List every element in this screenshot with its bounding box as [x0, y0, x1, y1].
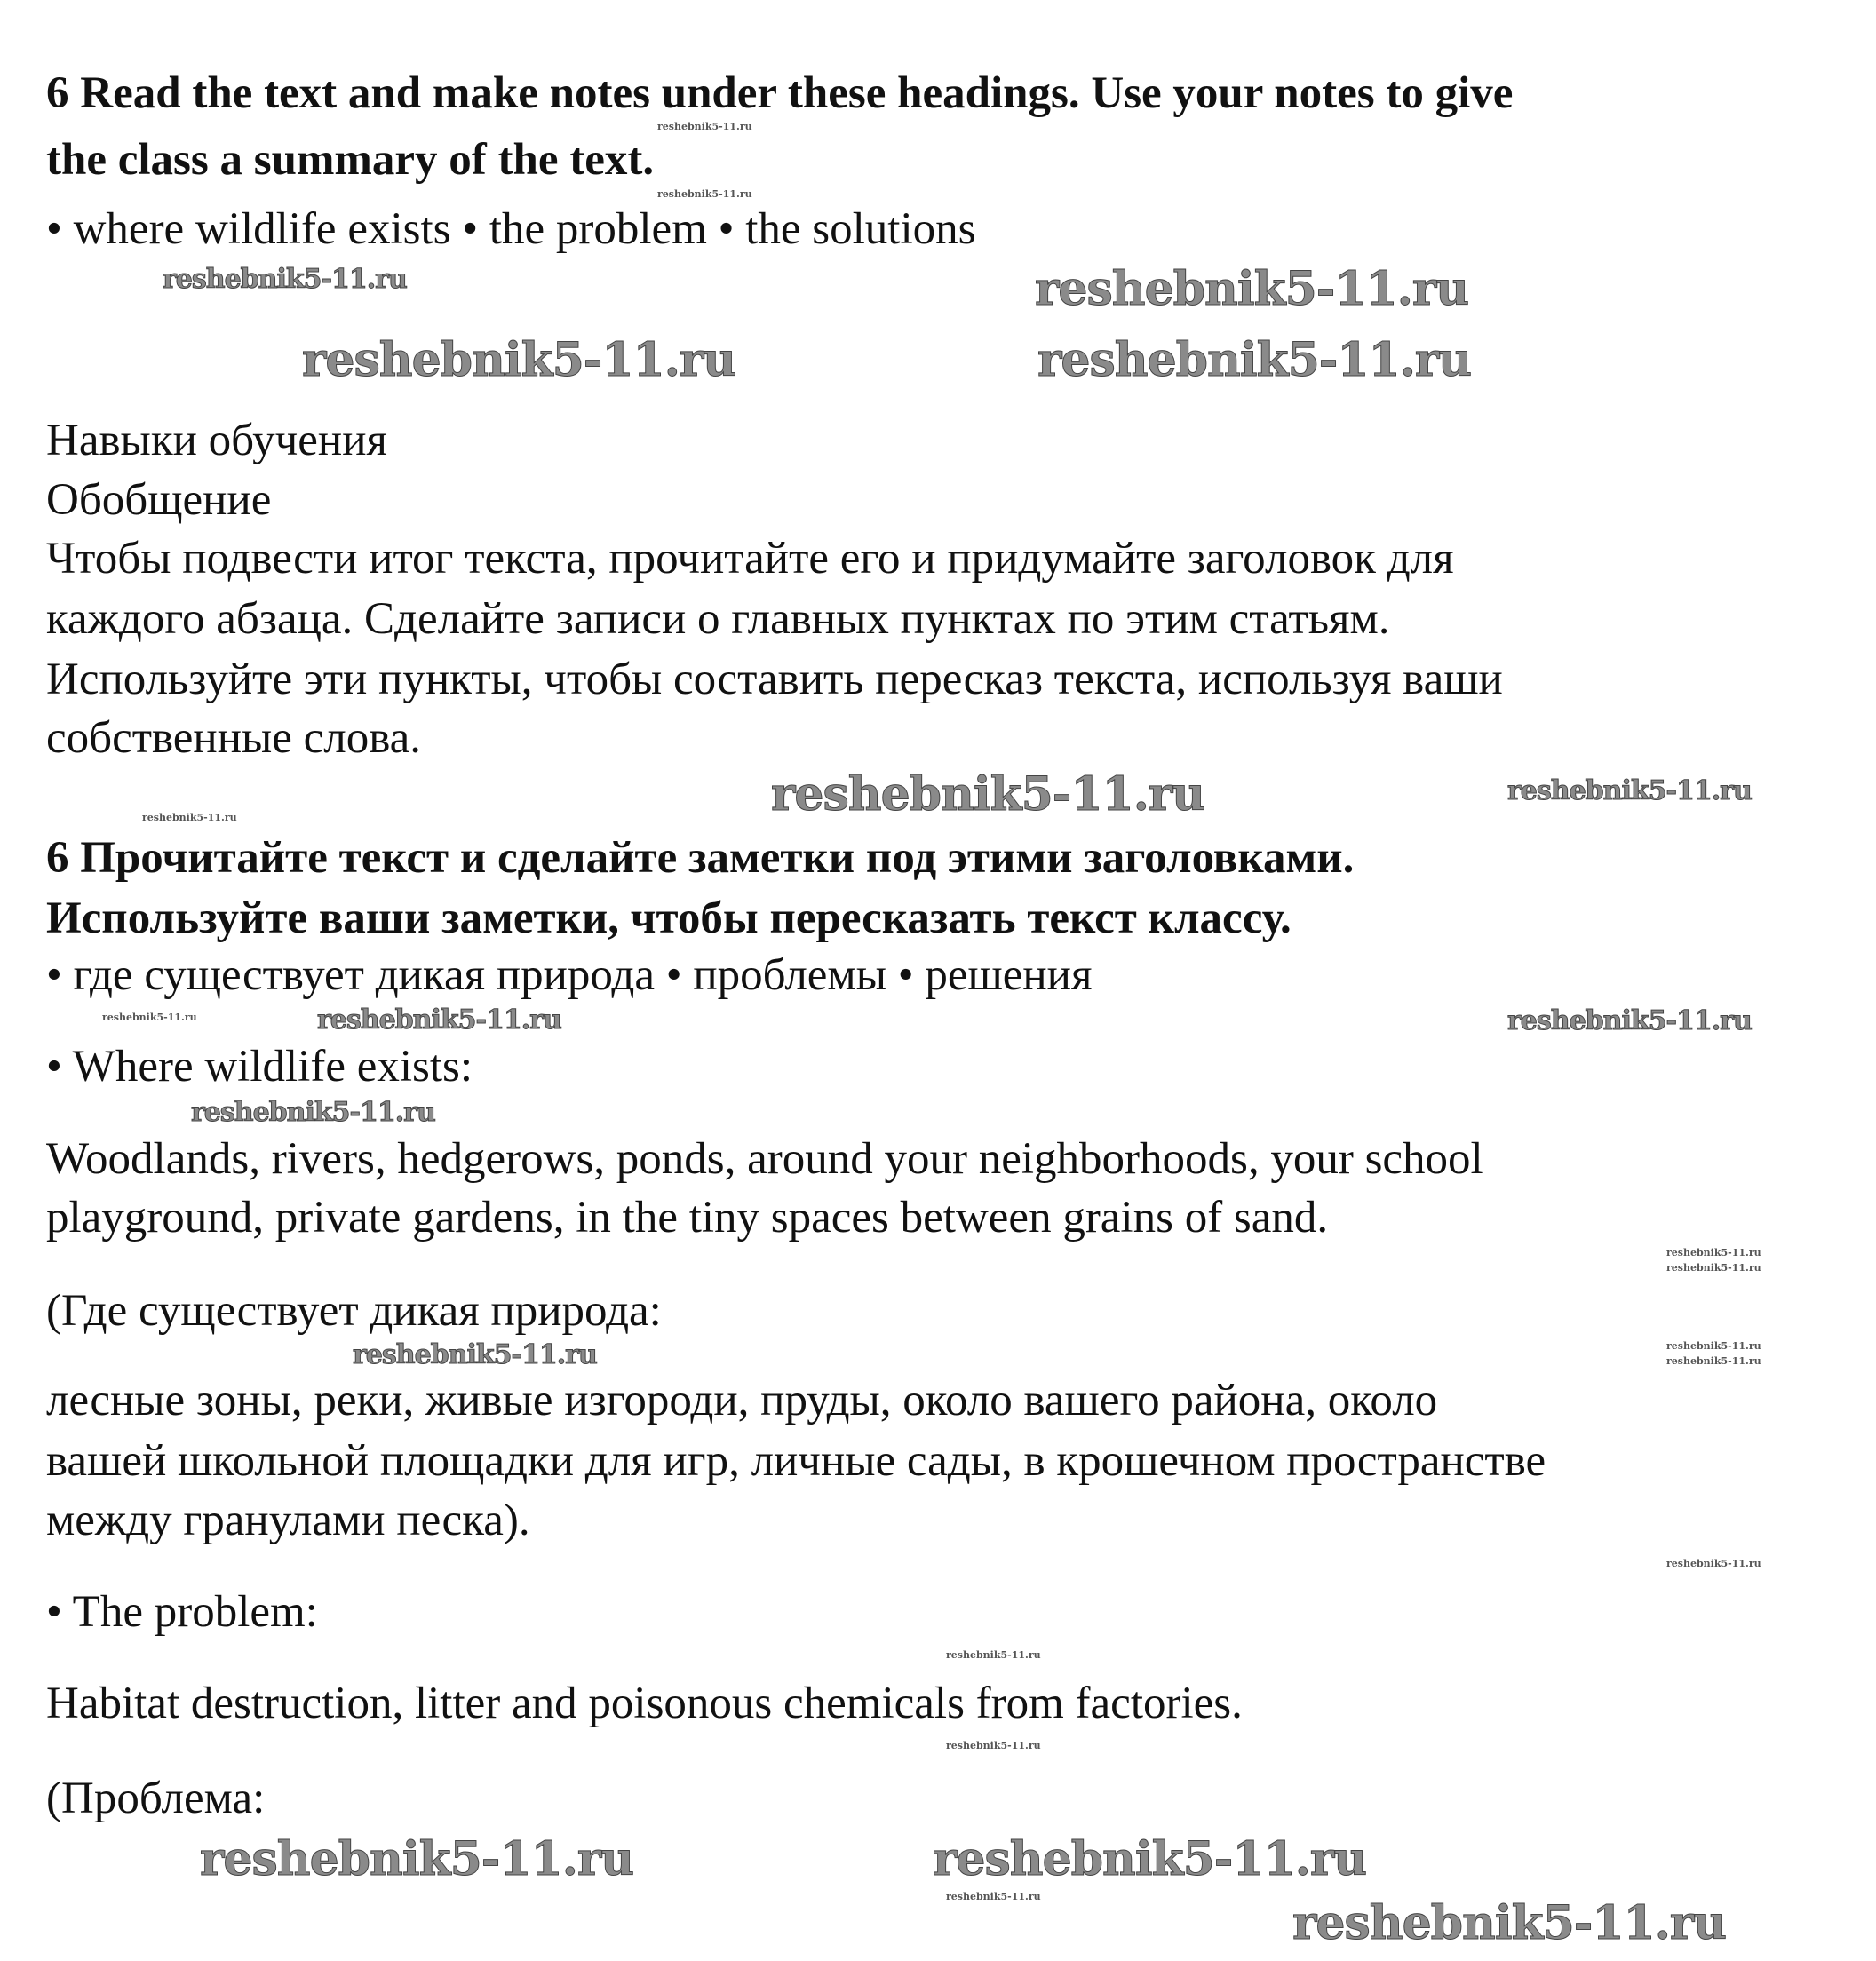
watermark: reshebnik5-11.ru: [946, 1649, 1041, 1661]
task-headings-ru: • где существует дикая природа • проблемы • решения: [46, 950, 1093, 1000]
task-heading-en-line1: 6 Read the text and make notes under these headings. Use your notes to give: [46, 68, 1514, 118]
study-skills-title: Навыки обучения: [46, 416, 387, 465]
watermark: reshebnik5-11.ru: [657, 188, 752, 200]
where-line: playground, private gardens, in the tiny spaces between grains of sand.: [46, 1193, 1329, 1242]
study-skills-line: собственные слова.: [46, 713, 422, 763]
where-label: • Where wildlife exists:: [46, 1042, 473, 1092]
watermark: reshebnik5-11.ru: [1292, 1896, 1727, 1950]
watermark: reshebnik5-11.ru: [142, 812, 237, 823]
watermark: reshebnik5-11.ru: [946, 1740, 1041, 1751]
study-skills-subtitle: Обобщение: [46, 475, 272, 525]
watermark: reshebnik5-11.ru: [317, 1004, 561, 1036]
watermark: reshebnik5-11.ru: [1037, 333, 1472, 387]
study-skills-line: каждого абзаца. Сделайте записи о главных пунктах по этим статьям.: [46, 594, 1390, 644]
problem-text: Habitat destruction, litter and poisonous chemicals from factories.: [46, 1679, 1243, 1728]
task-headings-en: • where wildlife exists • the problem • the solutions: [46, 204, 976, 254]
watermark: reshebnik5-11.ru: [1507, 775, 1752, 806]
watermark: reshebnik5-11.ru: [1507, 1005, 1752, 1036]
task-heading-ru-line1: 6 Прочитайте текст и сделайте заметки под этими заголовками.: [46, 833, 1355, 883]
watermark: reshebnik5-11.ru: [1666, 1355, 1761, 1367]
watermark: reshebnik5-11.ru: [1666, 1340, 1761, 1352]
watermark: reshebnik5-11.ru: [353, 1339, 597, 1370]
where-ru-line: между гранулами песка).: [46, 1496, 530, 1545]
watermark: reshebnik5-11.ru: [163, 264, 407, 295]
study-skills-line: Чтобы подвести итог текста, прочитайте его и придумайте заголовок для: [46, 534, 1454, 584]
watermark: reshebnik5-11.ru: [200, 1832, 634, 1886]
where-ru-label: (Где существует дикая природа:: [46, 1286, 662, 1336]
watermark: reshebnik5-11.ru: [771, 767, 1205, 822]
task-heading-ru-line2: Используйте ваши заметки, чтобы пересказать текст классу.: [46, 893, 1292, 943]
where-line: Woodlands, rivers, hedgerows, ponds, around your neighborhoods, your school: [46, 1134, 1483, 1184]
watermark: reshebnik5-11.ru: [1666, 1247, 1761, 1258]
where-ru-line: лесные зоны, реки, живые изгороди, пруды, около вашего района, около: [46, 1376, 1438, 1425]
watermark: reshebnik5-11.ru: [1666, 1558, 1761, 1569]
watermark: reshebnik5-11.ru: [933, 1832, 1367, 1886]
watermark: reshebnik5-11.ru: [1035, 262, 1469, 316]
watermark: reshebnik5-11.ru: [946, 1891, 1041, 1902]
watermark: reshebnik5-11.ru: [1666, 1262, 1761, 1274]
problem-ru-label: (Проблема:: [46, 1774, 266, 1823]
watermark: reshebnik5-11.ru: [191, 1097, 435, 1128]
study-skills-line: Используйте эти пункты, чтобы составить пересказ текста, используя ваши: [46, 655, 1503, 704]
watermark: reshebnik5-11.ru: [302, 333, 736, 387]
problem-label: • The problem:: [46, 1587, 318, 1637]
watermark: reshebnik5-11.ru: [657, 121, 752, 132]
where-ru-line: вашей школьной площадки для игр, личные сады, в крошечном пространстве: [46, 1436, 1546, 1486]
watermark: reshebnik5-11.ru: [102, 1012, 197, 1023]
task-heading-en-line2: the class a summary of the text.: [46, 135, 655, 185]
